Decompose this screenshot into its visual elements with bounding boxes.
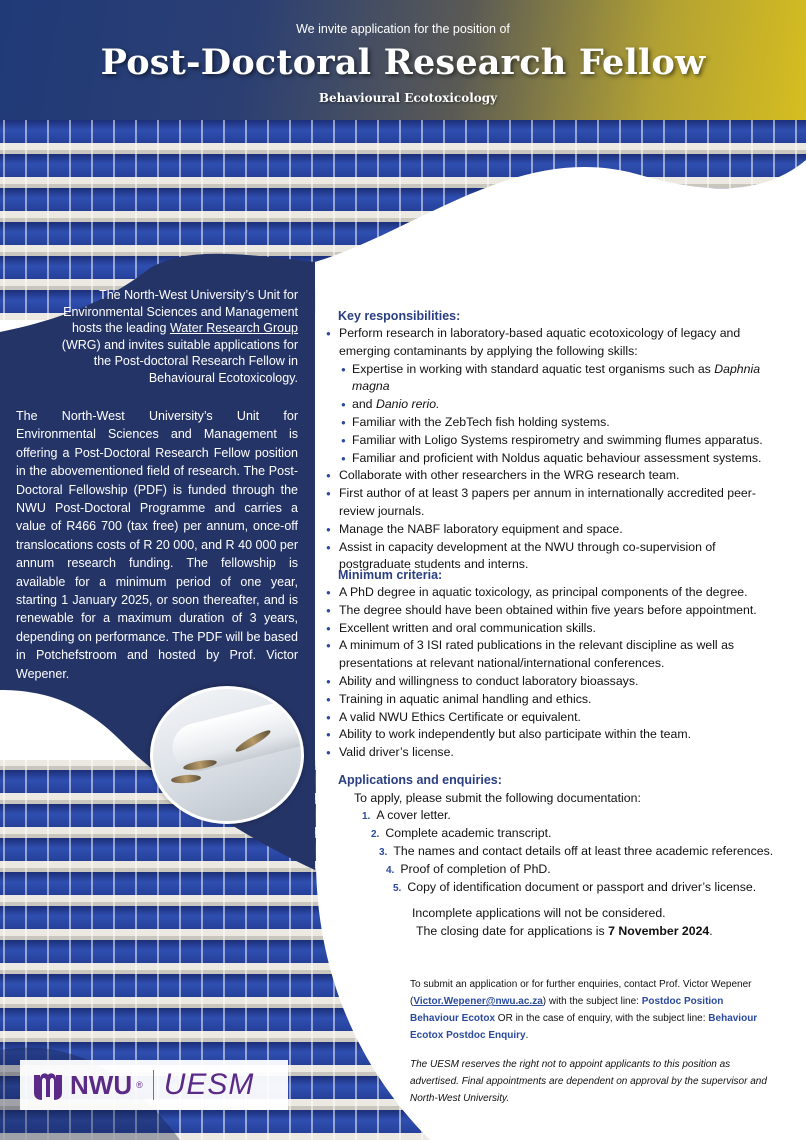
sub1-text-b: and	[352, 397, 376, 412]
criteria-item: ● Training in aquatic animal handling and ethics.	[326, 691, 786, 709]
responsibility-item: ● Manage the NABF laboratory equipment and space.	[326, 521, 786, 539]
criteria-title: Minimum criteria:	[338, 568, 443, 582]
doc-text: Proof of completion of PhD.	[400, 862, 551, 876]
applications-intro: To apply, please submit the following documentation:	[354, 791, 641, 805]
doc-text: A cover letter.	[376, 808, 451, 822]
contact-text-3: OR in the case of enquiry, with the subject line:	[495, 1013, 709, 1024]
responsibility-sub-2: ● Familiar with the ZebTech fish holding systems.	[326, 414, 786, 432]
intro-paragraph	[42, 287, 298, 387]
notice-block	[412, 904, 713, 940]
logo-divider	[153, 1070, 154, 1100]
water-research-group-link[interactable]: Water Research Group	[169, 321, 298, 336]
responsibility-sub-1b	[326, 396, 786, 414]
description-paragraph: The North-West University’s Unit for Environmental Sciences and Management is offering a Post-Doctoral Research Fellow position in the abovementioned field of research. The Post-Doctoral Fellowship (PDF) is funded through the NWU Post-Doctoral Programme and carries a value of R466 700 (tax free) per annum, once-off translocations costs of R 20 000, and R 40 000 per annum research funding. The fellowship is available for a minimum period of one year, starting 1 January 2025, or soon thereafter, and is renewable for a maximum duration of 3 years, depending on performance. The PDF will be based in Potchefstroom and hosted by Prof. Victor Wepener.	[16, 409, 298, 681]
responsibilities-title: Key responsibilities:	[338, 309, 461, 323]
criteria-item: ● Excellent written and oral communication skills.	[326, 620, 786, 638]
responsibility-sub-3: ● Familiar with Loligo Systems respirometry and swimming flumes apparatus.	[326, 432, 786, 450]
email-link[interactable]: Victor.Wepener@nwu.ac.za	[413, 996, 543, 1007]
criteria-item: ● Ability to work independently but also participate within the team.	[326, 726, 786, 744]
closing-date-notice	[416, 922, 713, 940]
responsibility-sub-4: ● Familiar and proficient with Noldus aquatic behaviour assessment systems.	[326, 450, 786, 468]
responsibility-item: ● First author of at least 3 papers per annum in internationally accredited peer-review journals.	[326, 485, 786, 521]
page-subtitle: Behavioural Ecotoxicology	[318, 91, 498, 105]
criteria-item: ● The degree should have been obtained within five years before appointment.	[326, 602, 786, 620]
subject-line-enquiry: Behaviour Ecotox Postdoc Enquiry	[410, 1013, 758, 1041]
criteria-item: ● A valid NWU Ethics Certificate or equivalent.	[326, 709, 786, 727]
doc-number: 2.	[371, 829, 380, 840]
subject-line-application: Postdoc Position Behaviour Ecotox	[410, 996, 724, 1024]
closing-suffix: .	[709, 924, 713, 938]
doc-text: Complete academic transcript.	[385, 826, 552, 840]
doc-number: 5.	[393, 883, 402, 894]
closing-date: 7 November 2024	[608, 924, 710, 938]
document-item-2	[371, 826, 551, 840]
contact-text-1: To submit an application or for further enquiries, contact Prof. Victor Wepener (	[410, 979, 752, 1007]
species-danio: Danio rerio.	[375, 397, 440, 412]
uesm-wordmark: UESM	[163, 1068, 255, 1101]
species-daphnia: Daphnia magna	[352, 361, 761, 394]
sub1-text: Expertise in working with standard aquatic test organisms such as	[352, 361, 715, 376]
registered-mark: ®	[136, 1080, 143, 1090]
document-item-3	[379, 844, 773, 858]
contact-block	[410, 976, 774, 1044]
responsibilities-section	[326, 309, 786, 574]
document-item-1	[362, 808, 451, 822]
fish-icon	[171, 774, 202, 785]
responsibility-main: ● Perform research in laboratory-based aquatic ecotoxicology of legacy and emerging contaminants by applying the following skills:	[326, 325, 786, 361]
incomplete-notice: Incomplete applications will not be considered.	[412, 906, 666, 920]
doc-text: The names and contact details off at least three academic references.	[393, 844, 774, 858]
closing-prefix: The closing date for applications is	[416, 924, 609, 938]
doc-number: 3.	[379, 847, 388, 858]
criteria-item: ● Ability and willingness to conduct laboratory bioassays.	[326, 673, 786, 691]
document-item-4	[386, 862, 551, 876]
responsibility-item: ● Assist in capacity development at the NWU through co-supervision of postgraduate students and interns.	[326, 539, 786, 575]
nwu-wordmark: NWU	[70, 1069, 133, 1100]
invite-text: We invite application for the position of	[296, 22, 510, 36]
responsibility-sub-1	[326, 361, 786, 397]
fish-photo	[150, 686, 304, 824]
criteria-item: ● A minimum of 3 ISI rated publications in the relevant discipline as well as presentations at relevant national/international conferences.	[326, 637, 786, 673]
contact-text-2: ) with the subject line:	[542, 996, 642, 1007]
page-title: Post-Doctoral Research Fellow	[100, 42, 706, 83]
criteria-section	[326, 568, 786, 762]
responsibility-item: ● Collaborate with other researchers in the WRG research team.	[326, 467, 786, 485]
intro-text-1: The North-West University’s Unit for Environmental Sciences and Management hosts the leading	[63, 288, 298, 336]
intro-text-2: (WRG) and invites suitable applications for the Post-doctoral Research Fellow in Behavioural Ecotoxicology.	[61, 337, 298, 385]
applications-title: Applications and enquiries:	[338, 773, 502, 787]
document-item-5	[393, 880, 756, 894]
doc-number: 1.	[362, 811, 371, 822]
logo-bar	[20, 1060, 288, 1110]
nwu-logo-icon	[30, 1067, 66, 1103]
disclaimer: The UESM reserves the right not to appoint applicants to this position as advertised. Final appointments are dependent on approval by the supervisor and North-West University.	[410, 1059, 767, 1104]
doc-number: 4.	[386, 865, 395, 876]
doc-text: Copy of identification document or passport and driver’s license.	[407, 880, 757, 894]
criteria-item: ● Valid driver’s license.	[326, 744, 786, 762]
criteria-item: ● A PhD degree in aquatic toxicology, as principal components of the degree.	[326, 584, 786, 602]
contact-text-4: .	[525, 1030, 529, 1041]
